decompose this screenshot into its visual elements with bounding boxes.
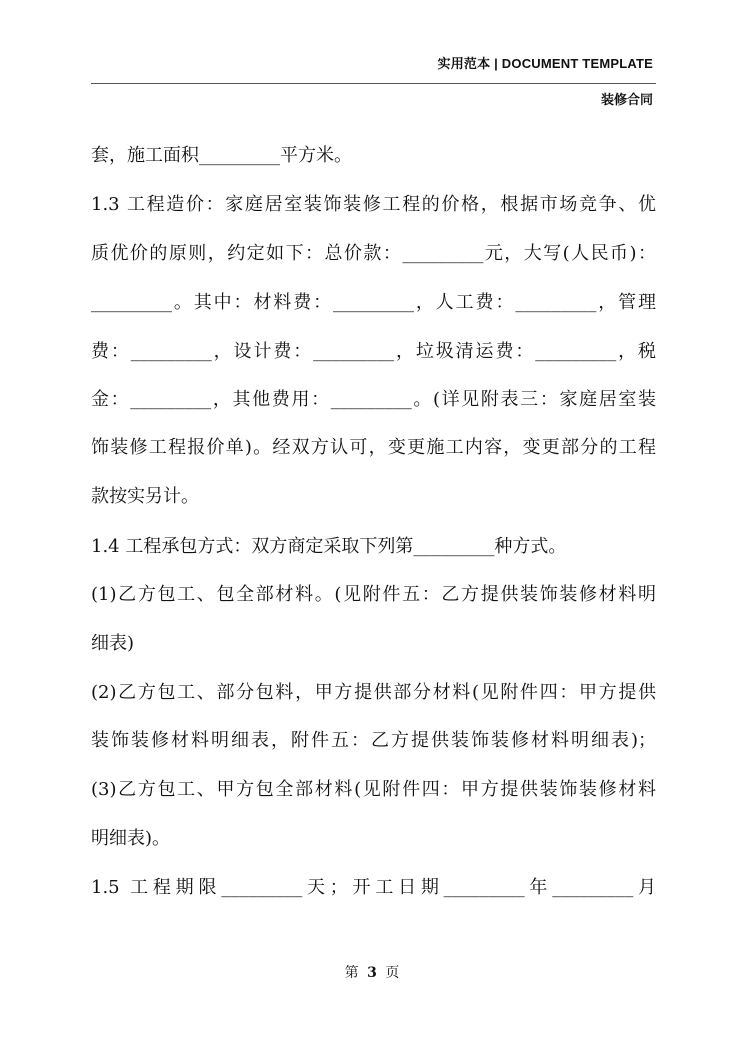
body-line: 1.3 工程造价：家庭居室装饰装修工程的价格，根据市场竞争、优 [91,194,656,215]
page-footer [0,962,744,982]
body-line: 装饰装修材料明细表，附件五：乙方提供装饰装修材料明细表)； [91,730,656,751]
body-line: 套，施工面积_________平方米。 [91,145,352,166]
body-line: (1)乙方包工、包全部材料。(见附件五：乙方提供装饰装修材料明 [91,584,656,605]
header-brand: 实用范本 | DOCUMENT TEMPLATE [437,56,653,71]
page-label-prefix: 第 [344,965,359,981]
page-number: 3 [367,965,377,981]
body-line: 1.5 工程期限_________天；开工日期_________年_________月 [91,877,656,898]
body-line: 款按实另计。 [91,486,199,507]
body-line: 明细表)。 [91,828,171,849]
body-line: (3)乙方包工、甲方包全部材料(见附件四：甲方提供装饰装修材料 [91,779,656,800]
body-line: (2)乙方包工、部分包料，甲方提供部分材料(见附件四：甲方提供 [91,682,656,703]
body-line: 费：_________，设计费：_________，垃圾清运费：_________，税 [91,341,656,362]
body-line: 饰装修工程报价单)。经双方认可，变更施工内容，变更部分的工程 [91,437,656,458]
document-title: 装修合同 [600,92,653,107]
body-line: 金：_________，其他费用：_________。(详见附表三：家庭居室装 [91,389,656,410]
body-line: _________。其中：材料费：_________，人工费：_________，管理 [91,292,656,313]
page-label-suffix: 页 [385,965,400,981]
body-line: 质优价的原则，约定如下：总价款：_________元，大写(人民币)： [91,243,656,264]
body-line: 细表) [91,633,135,654]
body-line: 1.4 工程承包方式：双方商定采取下列第_________种方式。 [91,536,567,557]
